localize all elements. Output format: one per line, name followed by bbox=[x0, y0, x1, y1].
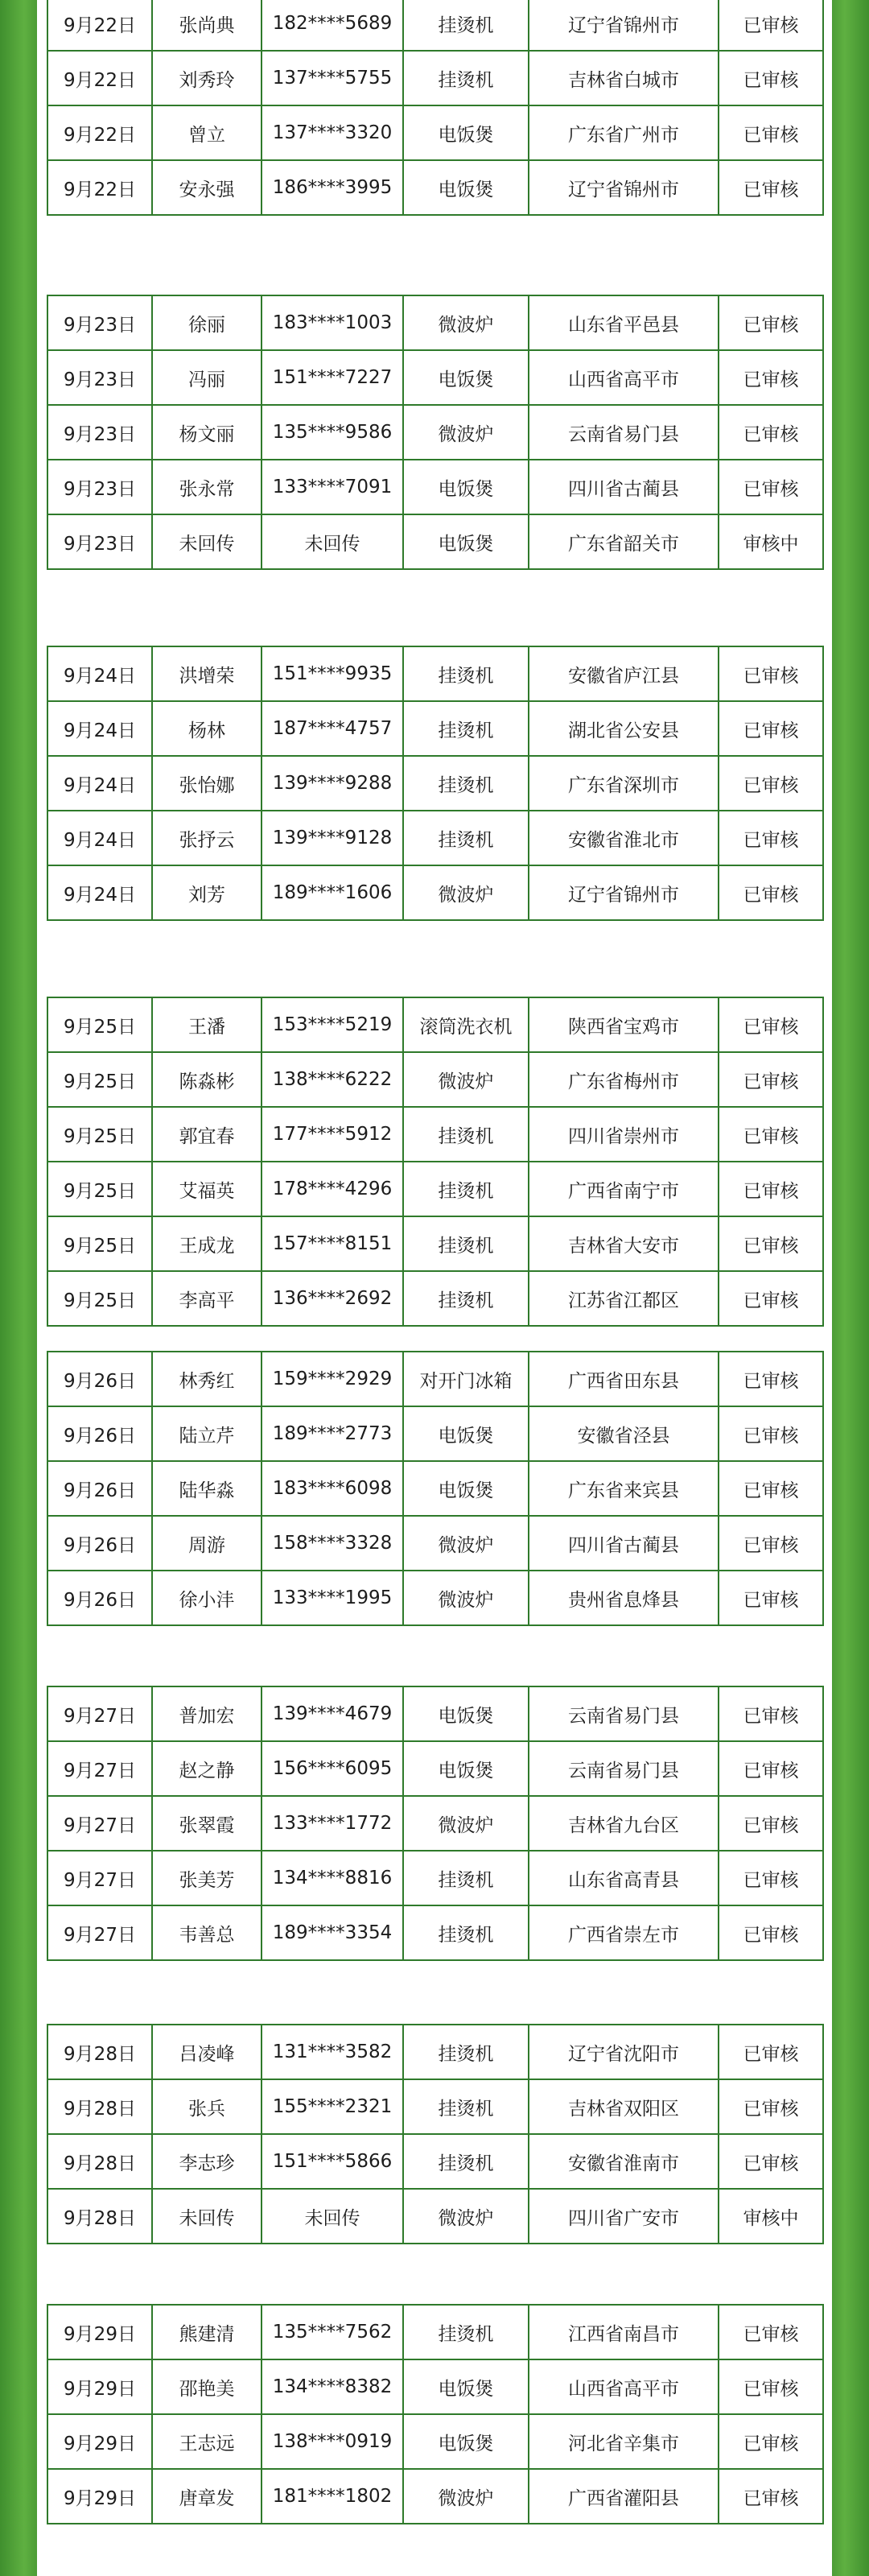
table-row bbox=[47, 160, 823, 215]
status-cell: 审核中 bbox=[719, 514, 823, 569]
table-row bbox=[47, 1216, 823, 1271]
status-cell: 已审核 bbox=[719, 0, 823, 51]
name-cell: 韦善总 bbox=[152, 1905, 262, 1960]
name-cell: 刘秀玲 bbox=[152, 51, 262, 105]
records-table bbox=[47, 1686, 824, 1961]
name-cell: 赵之静 bbox=[152, 1741, 262, 1796]
phone-cell: 187****4757 bbox=[262, 701, 403, 756]
date-cell: 9月27日 bbox=[47, 1851, 152, 1905]
product-cell: 对开门冰箱 bbox=[403, 1352, 529, 1406]
status-cell: 已审核 bbox=[719, 756, 823, 811]
name-cell: 吕凌峰 bbox=[152, 2025, 262, 2079]
location-cell: 安徽省淮南市 bbox=[529, 2134, 719, 2189]
product-cell: 挂烫机 bbox=[403, 2079, 529, 2134]
location-cell: 安徽省淮北市 bbox=[529, 811, 719, 865]
location-cell: 广东省梅州市 bbox=[529, 1052, 719, 1107]
location-cell: 广东省广州市 bbox=[529, 105, 719, 160]
date-cell: 9月25日 bbox=[47, 1271, 152, 1326]
status-cell: 已审核 bbox=[719, 2469, 823, 2524]
table-row bbox=[47, 1052, 823, 1107]
date-group-table bbox=[47, 2304, 822, 2524]
location-cell: 广东省来宾县 bbox=[529, 1461, 719, 1516]
product-cell: 挂烫机 bbox=[403, 1851, 529, 1905]
records-table bbox=[47, 295, 824, 570]
table-row bbox=[47, 2359, 823, 2414]
name-cell: 陆立芹 bbox=[152, 1406, 262, 1461]
name-cell: 艾福英 bbox=[152, 1162, 262, 1216]
phone-cell: 137****3320 bbox=[262, 105, 403, 160]
name-cell: 张抒云 bbox=[152, 811, 262, 865]
status-cell: 已审核 bbox=[719, 1162, 823, 1216]
location-cell: 云南省易门县 bbox=[529, 405, 719, 460]
table-row bbox=[47, 1851, 823, 1905]
status-cell: 已审核 bbox=[719, 1107, 823, 1162]
name-cell: 张永常 bbox=[152, 460, 262, 514]
name-cell: 李高平 bbox=[152, 1271, 262, 1326]
product-cell: 挂烫机 bbox=[403, 1216, 529, 1271]
records-table bbox=[47, 997, 824, 1327]
table-row bbox=[47, 1686, 823, 1741]
date-group-table bbox=[47, 1686, 822, 1961]
product-cell: 电饭煲 bbox=[403, 1461, 529, 1516]
date-cell: 9月22日 bbox=[47, 51, 152, 105]
phone-cell: 155****2321 bbox=[262, 2079, 403, 2134]
date-cell: 9月23日 bbox=[47, 405, 152, 460]
status-cell: 已审核 bbox=[719, 646, 823, 701]
table-row bbox=[47, 1271, 823, 1326]
product-cell: 挂烫机 bbox=[403, 756, 529, 811]
phone-cell: 189****3354 bbox=[262, 1905, 403, 1960]
table-row bbox=[47, 1352, 823, 1406]
phone-cell: 177****5912 bbox=[262, 1107, 403, 1162]
date-cell: 9月24日 bbox=[47, 865, 152, 920]
date-cell: 9月24日 bbox=[47, 701, 152, 756]
phone-cell: 181****1802 bbox=[262, 2469, 403, 2524]
product-cell: 挂烫机 bbox=[403, 51, 529, 105]
name-cell: 李志珍 bbox=[152, 2134, 262, 2189]
product-cell: 微波炉 bbox=[403, 2469, 529, 2524]
location-cell: 山西省高平市 bbox=[529, 2359, 719, 2414]
status-cell: 已审核 bbox=[719, 2079, 823, 2134]
name-cell: 徐小沣 bbox=[152, 1571, 262, 1625]
date-cell: 9月28日 bbox=[47, 2025, 152, 2079]
name-cell: 杨文丽 bbox=[152, 405, 262, 460]
date-cell: 9月22日 bbox=[47, 105, 152, 160]
status-cell: 已审核 bbox=[719, 2134, 823, 2189]
phone-cell: 未回传 bbox=[262, 514, 403, 569]
location-cell: 山东省平邑县 bbox=[529, 295, 719, 350]
product-cell: 电饭煲 bbox=[403, 460, 529, 514]
location-cell: 四川省广安市 bbox=[529, 2189, 719, 2244]
table-row bbox=[47, 405, 823, 460]
phone-cell: 136****2692 bbox=[262, 1271, 403, 1326]
location-cell: 辽宁省锦州市 bbox=[529, 160, 719, 215]
name-cell: 林秀红 bbox=[152, 1352, 262, 1406]
table-row bbox=[47, 460, 823, 514]
product-cell: 微波炉 bbox=[403, 1052, 529, 1107]
product-cell: 挂烫机 bbox=[403, 1905, 529, 1960]
date-cell: 9月26日 bbox=[47, 1516, 152, 1571]
date-group-table bbox=[47, 0, 822, 216]
phone-cell: 未回传 bbox=[262, 2189, 403, 2244]
location-cell: 四川省古蔺县 bbox=[529, 460, 719, 514]
name-cell: 刘芳 bbox=[152, 865, 262, 920]
name-cell: 张美芳 bbox=[152, 1851, 262, 1905]
location-cell: 云南省易门县 bbox=[529, 1741, 719, 1796]
phone-cell: 183****1003 bbox=[262, 295, 403, 350]
table-row bbox=[47, 997, 823, 1052]
location-cell: 江苏省江都区 bbox=[529, 1271, 719, 1326]
phone-cell: 134****8816 bbox=[262, 1851, 403, 1905]
records-table bbox=[47, 1351, 824, 1626]
phone-cell: 189****2773 bbox=[262, 1406, 403, 1461]
name-cell: 郭宜春 bbox=[152, 1107, 262, 1162]
phone-cell: 131****3582 bbox=[262, 2025, 403, 2079]
location-cell: 云南省易门县 bbox=[529, 1686, 719, 1741]
records-table bbox=[47, 2024, 824, 2244]
date-cell: 9月24日 bbox=[47, 646, 152, 701]
name-cell: 张怡娜 bbox=[152, 756, 262, 811]
date-cell: 9月29日 bbox=[47, 2305, 152, 2359]
phone-cell: 139****9128 bbox=[262, 811, 403, 865]
name-cell: 王潘 bbox=[152, 997, 262, 1052]
table-row bbox=[47, 865, 823, 920]
location-cell: 江西省南昌市 bbox=[529, 2305, 719, 2359]
product-cell: 电饭煲 bbox=[403, 105, 529, 160]
table-row bbox=[47, 2414, 823, 2469]
name-cell: 张尚典 bbox=[152, 0, 262, 51]
status-cell: 已审核 bbox=[719, 2305, 823, 2359]
phone-cell: 156****6095 bbox=[262, 1741, 403, 1796]
status-cell: 已审核 bbox=[719, 2414, 823, 2469]
records-table bbox=[47, 2304, 824, 2524]
location-cell: 四川省古蔺县 bbox=[529, 1516, 719, 1571]
location-cell: 辽宁省锦州市 bbox=[529, 865, 719, 920]
table-row bbox=[47, 514, 823, 569]
name-cell: 邵艳美 bbox=[152, 2359, 262, 2414]
date-cell: 9月26日 bbox=[47, 1461, 152, 1516]
date-group-table bbox=[47, 646, 822, 921]
date-cell: 9月26日 bbox=[47, 1406, 152, 1461]
date-group-table bbox=[47, 997, 822, 1327]
location-cell: 广西省灌阳县 bbox=[529, 2469, 719, 2524]
phone-cell: 153****5219 bbox=[262, 997, 403, 1052]
date-cell: 9月23日 bbox=[47, 295, 152, 350]
location-cell: 吉林省白城市 bbox=[529, 51, 719, 105]
product-cell: 微波炉 bbox=[403, 865, 529, 920]
table-row bbox=[47, 1571, 823, 1625]
name-cell: 杨林 bbox=[152, 701, 262, 756]
phone-cell: 133****7091 bbox=[262, 460, 403, 514]
status-cell: 审核中 bbox=[719, 2189, 823, 2244]
status-cell: 已审核 bbox=[719, 1406, 823, 1461]
location-cell: 陕西省宝鸡市 bbox=[529, 997, 719, 1052]
status-cell: 已审核 bbox=[719, 51, 823, 105]
product-cell: 挂烫机 bbox=[403, 646, 529, 701]
product-cell: 电饭煲 bbox=[403, 514, 529, 569]
product-cell: 挂烫机 bbox=[403, 811, 529, 865]
phone-cell: 138****6222 bbox=[262, 1052, 403, 1107]
date-cell: 9月27日 bbox=[47, 1686, 152, 1741]
status-cell: 已审核 bbox=[719, 1516, 823, 1571]
product-cell: 电饭煲 bbox=[403, 2359, 529, 2414]
date-cell: 9月27日 bbox=[47, 1741, 152, 1796]
status-cell: 已审核 bbox=[719, 460, 823, 514]
phone-cell: 135****7562 bbox=[262, 2305, 403, 2359]
location-cell: 辽宁省沈阳市 bbox=[529, 2025, 719, 2079]
phone-cell: 186****3995 bbox=[262, 160, 403, 215]
table-row bbox=[47, 1162, 823, 1216]
name-cell: 陆华淼 bbox=[152, 1461, 262, 1516]
product-cell: 微波炉 bbox=[403, 405, 529, 460]
name-cell: 曾立 bbox=[152, 105, 262, 160]
name-cell: 安永强 bbox=[152, 160, 262, 215]
status-cell: 已审核 bbox=[719, 1741, 823, 1796]
status-cell: 已审核 bbox=[719, 1352, 823, 1406]
location-cell: 广东省韶关市 bbox=[529, 514, 719, 569]
product-cell: 挂烫机 bbox=[403, 1162, 529, 1216]
date-group-table bbox=[47, 295, 822, 570]
status-cell: 已审核 bbox=[719, 160, 823, 215]
status-cell: 已审核 bbox=[719, 997, 823, 1052]
table-row bbox=[47, 1905, 823, 1960]
phone-cell: 139****4679 bbox=[262, 1686, 403, 1741]
date-cell: 9月29日 bbox=[47, 2469, 152, 2524]
table-row bbox=[47, 646, 823, 701]
name-cell: 陈淼彬 bbox=[152, 1052, 262, 1107]
date-cell: 9月27日 bbox=[47, 1796, 152, 1851]
location-cell: 山东省高青县 bbox=[529, 1851, 719, 1905]
table-row bbox=[47, 2189, 823, 2244]
table-row bbox=[47, 0, 823, 51]
location-cell: 吉林省双阳区 bbox=[529, 2079, 719, 2134]
date-group-table bbox=[47, 2024, 822, 2244]
date-cell: 9月25日 bbox=[47, 997, 152, 1052]
status-cell: 已审核 bbox=[719, 2025, 823, 2079]
name-cell: 张兵 bbox=[152, 2079, 262, 2134]
location-cell: 吉林省九台区 bbox=[529, 1796, 719, 1851]
product-cell: 挂烫机 bbox=[403, 701, 529, 756]
location-cell: 贵州省息烽县 bbox=[529, 1571, 719, 1625]
product-cell: 电饭煲 bbox=[403, 2414, 529, 2469]
product-cell: 挂烫机 bbox=[403, 2134, 529, 2189]
status-cell: 已审核 bbox=[719, 1905, 823, 1960]
product-cell: 微波炉 bbox=[403, 1516, 529, 1571]
status-cell: 已审核 bbox=[719, 701, 823, 756]
records-table bbox=[47, 0, 824, 216]
phone-cell: 158****3328 bbox=[262, 1516, 403, 1571]
name-cell: 洪增荣 bbox=[152, 646, 262, 701]
date-cell: 9月28日 bbox=[47, 2189, 152, 2244]
status-cell: 已审核 bbox=[719, 1796, 823, 1851]
date-cell: 9月23日 bbox=[47, 460, 152, 514]
status-cell: 已审核 bbox=[719, 1271, 823, 1326]
phone-cell: 139****9288 bbox=[262, 756, 403, 811]
location-cell: 四川省崇州市 bbox=[529, 1107, 719, 1162]
table-row bbox=[47, 1461, 823, 1516]
location-cell: 广东省深圳市 bbox=[529, 756, 719, 811]
date-cell: 9月22日 bbox=[47, 160, 152, 215]
name-cell: 周游 bbox=[152, 1516, 262, 1571]
status-cell: 已审核 bbox=[719, 1686, 823, 1741]
table-row bbox=[47, 2079, 823, 2134]
product-cell: 电饭煲 bbox=[403, 1406, 529, 1461]
table-row bbox=[47, 1741, 823, 1796]
date-cell: 9月27日 bbox=[47, 1905, 152, 1960]
phone-cell: 133****1995 bbox=[262, 1571, 403, 1625]
date-cell: 9月24日 bbox=[47, 811, 152, 865]
table-row bbox=[47, 2134, 823, 2189]
status-cell: 已审核 bbox=[719, 1216, 823, 1271]
name-cell: 普加宏 bbox=[152, 1686, 262, 1741]
table-row bbox=[47, 811, 823, 865]
date-cell: 9月23日 bbox=[47, 514, 152, 569]
name-cell: 冯丽 bbox=[152, 350, 262, 405]
table-row bbox=[47, 105, 823, 160]
records-table bbox=[47, 646, 824, 921]
name-cell: 未回传 bbox=[152, 2189, 262, 2244]
product-cell: 挂烫机 bbox=[403, 1107, 529, 1162]
product-cell: 挂烫机 bbox=[403, 1271, 529, 1326]
date-group-table bbox=[47, 1351, 822, 1626]
date-cell: 9月24日 bbox=[47, 756, 152, 811]
table-row bbox=[47, 701, 823, 756]
phone-cell: 137****5755 bbox=[262, 51, 403, 105]
status-cell: 已审核 bbox=[719, 105, 823, 160]
location-cell: 广西省田东县 bbox=[529, 1352, 719, 1406]
status-cell: 已审核 bbox=[719, 1571, 823, 1625]
date-cell: 9月23日 bbox=[47, 350, 152, 405]
date-cell: 9月28日 bbox=[47, 2079, 152, 2134]
table-row bbox=[47, 295, 823, 350]
phone-cell: 157****8151 bbox=[262, 1216, 403, 1271]
date-cell: 9月25日 bbox=[47, 1216, 152, 1271]
date-cell: 9月25日 bbox=[47, 1052, 152, 1107]
location-cell: 安徽省泾县 bbox=[529, 1406, 719, 1461]
product-cell: 挂烫机 bbox=[403, 2305, 529, 2359]
product-cell: 电饭煲 bbox=[403, 350, 529, 405]
table-row bbox=[47, 350, 823, 405]
status-cell: 已审核 bbox=[719, 350, 823, 405]
phone-cell: 133****1772 bbox=[262, 1796, 403, 1851]
table-row bbox=[47, 1796, 823, 1851]
phone-cell: 159****2929 bbox=[262, 1352, 403, 1406]
phone-cell: 151****9935 bbox=[262, 646, 403, 701]
date-cell: 9月22日 bbox=[47, 0, 152, 51]
date-cell: 9月29日 bbox=[47, 2359, 152, 2414]
product-cell: 电饭煲 bbox=[403, 1686, 529, 1741]
product-cell: 挂烫机 bbox=[403, 0, 529, 51]
location-cell: 广西省南宁市 bbox=[529, 1162, 719, 1216]
table-row bbox=[47, 756, 823, 811]
date-cell: 9月29日 bbox=[47, 2414, 152, 2469]
location-cell: 湖北省公安县 bbox=[529, 701, 719, 756]
records-panel bbox=[37, 0, 832, 2576]
table-row bbox=[47, 2025, 823, 2079]
date-cell: 9月25日 bbox=[47, 1162, 152, 1216]
status-cell: 已审核 bbox=[719, 295, 823, 350]
phone-cell: 134****8382 bbox=[262, 2359, 403, 2414]
product-cell: 微波炉 bbox=[403, 2189, 529, 2244]
phone-cell: 178****4296 bbox=[262, 1162, 403, 1216]
product-cell: 电饭煲 bbox=[403, 1741, 529, 1796]
location-cell: 广西省崇左市 bbox=[529, 1905, 719, 1960]
location-cell: 安徽省庐江县 bbox=[529, 646, 719, 701]
phone-cell: 151****5866 bbox=[262, 2134, 403, 2189]
product-cell: 电饭煲 bbox=[403, 160, 529, 215]
phone-cell: 182****5689 bbox=[262, 0, 403, 51]
name-cell: 徐丽 bbox=[152, 295, 262, 350]
product-cell: 微波炉 bbox=[403, 295, 529, 350]
name-cell: 未回传 bbox=[152, 514, 262, 569]
location-cell: 吉林省大安市 bbox=[529, 1216, 719, 1271]
product-cell: 挂烫机 bbox=[403, 2025, 529, 2079]
date-cell: 9月26日 bbox=[47, 1352, 152, 1406]
status-cell: 已审核 bbox=[719, 811, 823, 865]
table-row bbox=[47, 1406, 823, 1461]
status-cell: 已审核 bbox=[719, 1851, 823, 1905]
date-cell: 9月26日 bbox=[47, 1571, 152, 1625]
status-cell: 已审核 bbox=[719, 405, 823, 460]
name-cell: 张翠霞 bbox=[152, 1796, 262, 1851]
location-cell: 河北省辛集市 bbox=[529, 2414, 719, 2469]
date-cell: 9月28日 bbox=[47, 2134, 152, 2189]
phone-cell: 183****6098 bbox=[262, 1461, 403, 1516]
product-cell: 微波炉 bbox=[403, 1796, 529, 1851]
product-cell: 滚筒洗衣机 bbox=[403, 997, 529, 1052]
name-cell: 熊建清 bbox=[152, 2305, 262, 2359]
name-cell: 唐章发 bbox=[152, 2469, 262, 2524]
table-row bbox=[47, 1516, 823, 1571]
location-cell: 辽宁省锦州市 bbox=[529, 0, 719, 51]
status-cell: 已审核 bbox=[719, 1461, 823, 1516]
phone-cell: 138****0919 bbox=[262, 2414, 403, 2469]
name-cell: 王成龙 bbox=[152, 1216, 262, 1271]
phone-cell: 189****1606 bbox=[262, 865, 403, 920]
table-row bbox=[47, 51, 823, 105]
table-row bbox=[47, 2469, 823, 2524]
phone-cell: 151****7227 bbox=[262, 350, 403, 405]
status-cell: 已审核 bbox=[719, 2359, 823, 2414]
date-cell: 9月25日 bbox=[47, 1107, 152, 1162]
status-cell: 已审核 bbox=[719, 865, 823, 920]
status-cell: 已审核 bbox=[719, 1052, 823, 1107]
location-cell: 山西省高平市 bbox=[529, 350, 719, 405]
table-row bbox=[47, 2305, 823, 2359]
phone-cell: 135****9586 bbox=[262, 405, 403, 460]
name-cell: 王志远 bbox=[152, 2414, 262, 2469]
table-row bbox=[47, 1107, 823, 1162]
product-cell: 微波炉 bbox=[403, 1571, 529, 1625]
